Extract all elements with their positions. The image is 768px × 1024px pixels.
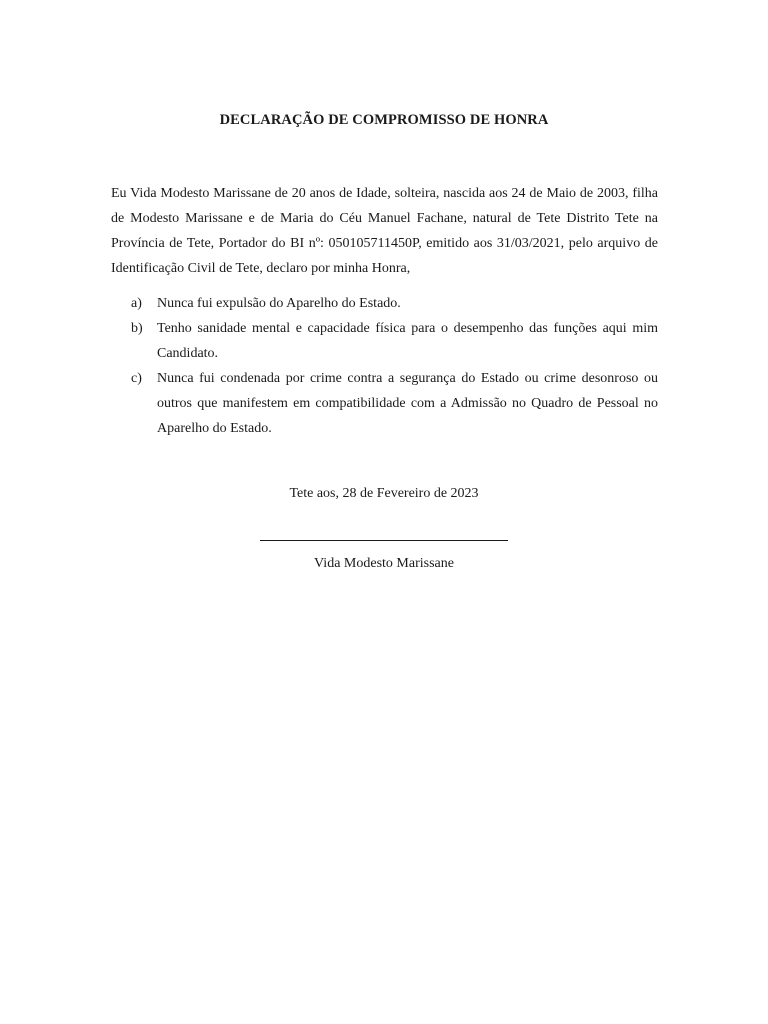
list-item (111, 366, 658, 441)
list-marker: c) (131, 371, 142, 386)
signature-line (260, 540, 508, 541)
declaration-list (111, 291, 658, 441)
list-item-text: Nunca fui condenada por crime contra a segurança do Estado ou crime desonroso ou outros que manifestem em compatibilidade com a Admissão no Quadro de Pessoal no Aparelho do Estado. (157, 371, 658, 436)
list-marker: b) (131, 321, 143, 336)
list-item (111, 291, 658, 316)
document-title: DECLARAÇÃO DE COMPROMISSO DE HONRA (219, 112, 549, 128)
list-marker: a) (131, 296, 142, 311)
place-date: Tete aos, 28 de Fevereiro de 2023 (289, 486, 479, 501)
list-item-text: Nunca fui expulsão do Aparelho do Estado. (157, 296, 401, 311)
intro-paragraph: Eu Vida Modesto Marissane de 20 anos de Idade, solteira, nascida aos 24 de Maio de 2003, filha de Modesto Marissane e de Maria do Céu Manuel Fachane, natural de Tete Distrito Tete na Província de Tete, Portador do BI nº: 050105711450P, emitido aos 31/03/2021, pelo arquivo de Identificação Civil de Tete, declaro por minha Honra, (111, 186, 658, 276)
signature-name: Vida Modesto Marissane (314, 556, 454, 571)
list-item-text: Tenho sanidade mental e capacidade física para o desempenho das funções aqui mim Candidato. (157, 321, 658, 361)
list-item (111, 316, 658, 366)
